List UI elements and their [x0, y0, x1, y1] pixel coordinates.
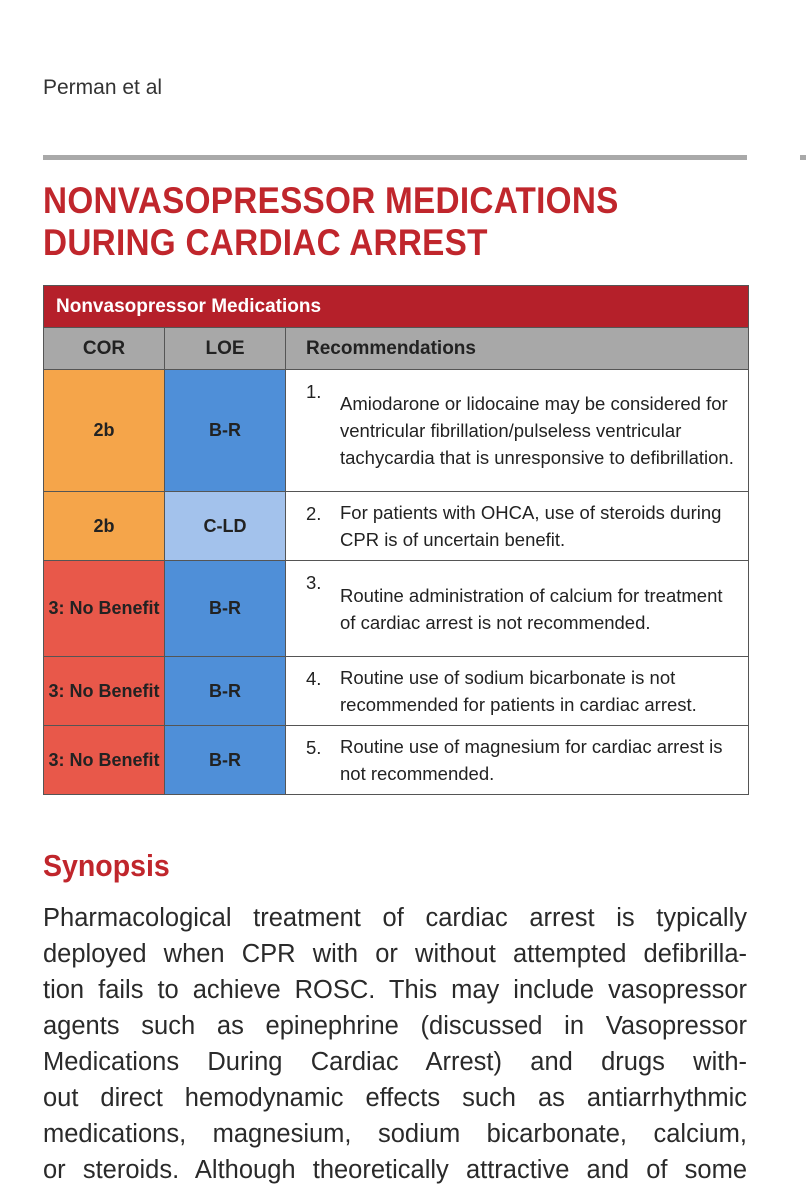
page-edge-mark [800, 155, 806, 160]
column-header-loe: LOE [165, 328, 286, 369]
table-row [44, 560, 748, 656]
table-row [44, 656, 748, 725]
synopsis-paragraph [43, 900, 747, 1188]
recommendation-cell [286, 657, 748, 725]
synopsis-line: Pharmacological treatment of cardiac arrest is typically [43, 904, 747, 932]
recommendation-cell [286, 561, 748, 656]
synopsis-line: out direct hemodynamic effects such as antiarrhythmic [43, 1084, 747, 1112]
section-title-line-2: DURING CARDIAC ARREST [43, 222, 488, 263]
synopsis-line: Medications During Cardiac Arrest) and drugs with- [43, 1048, 747, 1076]
running-header-author: Perman et al [43, 76, 163, 99]
synopsis-line: agents such as epinephrine (discussed in Vasopressor [43, 1012, 747, 1040]
cor-cell: 3: No Benefit [44, 657, 165, 725]
table-row [44, 369, 748, 491]
table-header-row [44, 327, 748, 369]
table-title: Nonvasopressor Medications [44, 286, 748, 327]
recommendation-text: Routine use of magnesium for cardiac arrest is not recommended. [340, 736, 723, 784]
recommendation-number: 1. [306, 381, 322, 402]
recommendation-number: 4. [306, 668, 322, 689]
recommendation-text: For patients with OHCA, use of steroids during CPR is of uncertain benefit. [340, 502, 722, 550]
column-header-cor: COR [44, 328, 165, 369]
recommendation-cell [286, 370, 748, 491]
loe-cell: B-R [165, 561, 286, 656]
synopsis-line: deployed when CPR with or without attempted defibrilla- [43, 940, 747, 968]
recommendations-table [43, 285, 749, 795]
synopsis-line: tion fails to achieve ROSC. This may include vasopressor [43, 976, 747, 1004]
section-title [43, 180, 619, 264]
header-divider [43, 155, 747, 160]
section-title-line-1: NONVASOPRESSOR MEDICATIONS [43, 180, 619, 221]
recommendation-text: Amiodarone or lidocaine may be considered for ventricular fibrillation/pulseless ventricular tachycardia that is unresponsive to defibrillation. [340, 393, 734, 468]
loe-cell: C-LD [165, 492, 286, 560]
cor-cell: 2b [44, 370, 165, 491]
synopsis-line: medications, magnesium, sodium bicarbonate, calcium, [43, 1120, 747, 1148]
recommendation-number: 5. [306, 737, 322, 758]
recommendation-cell [286, 726, 748, 794]
table-row [44, 491, 748, 560]
recommendation-number: 2. [306, 503, 322, 524]
synopsis-heading: Synopsis [43, 848, 170, 883]
recommendation-cell [286, 492, 748, 560]
cor-cell: 2b [44, 492, 165, 560]
table-row [44, 725, 748, 794]
cor-cell: 3: No Benefit [44, 726, 165, 794]
loe-cell: B-R [165, 657, 286, 725]
recommendation-number: 3. [306, 572, 322, 593]
recommendation-text: Routine administration of calcium for treatment of cardiac arrest is not recommended. [340, 584, 723, 633]
loe-cell: B-R [165, 726, 286, 794]
column-header-recommendations: Recommendations [306, 338, 476, 359]
synopsis-line: or steroids. Although theoretically attractive and of some [43, 1156, 747, 1184]
recommendation-text: Routine use of sodium bicarbonate is not recommended for patients in cardiac arrest. [340, 667, 697, 715]
loe-cell: B-R [165, 370, 286, 491]
cor-cell: 3: No Benefit [44, 561, 165, 656]
